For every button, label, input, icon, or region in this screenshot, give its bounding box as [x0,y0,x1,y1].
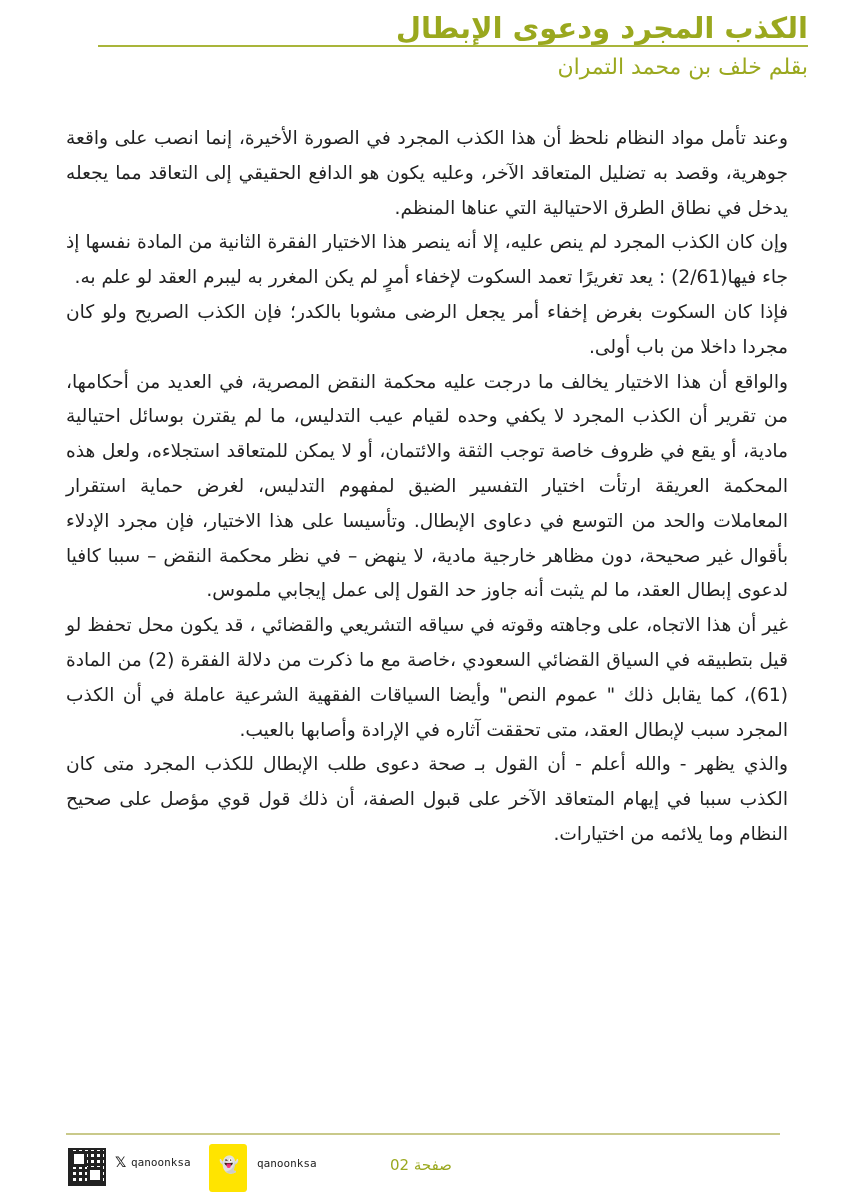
article-body [66,122,788,853]
paragraph: غير أن هذا الاتجاه، على وجاهته وقوته في سياقه التشريعي والقضائي ، قد يكون محل تحفظ لو قيل بتطبيقه في السياق القضائي السعودي ،خاصة مع ما ذكرت من دلالة الفقرة (2) من المادة (61)، كما يقابل ذلك " عموم النص" وأيضا السياقات الفقهية الشرعية عاملة في أن الكذب المجرد سبب لإبطال العقد، متى تحققت آثاره في الإرادة وأصابها بالعيب. [66,615,788,741]
page-number: صفحة 02 [390,1156,452,1174]
qr-code-icon [68,1148,106,1186]
paragraph: وعند تأمل مواد النظام نلحظ أن هذا الكذب المجرد في الصورة الأخيرة، إنما انصب على واقعة جوهرية، وقصد به تضليل المتعاقد الآخر، وعليه يكون هو الدافع الحقيقي إلى التعاقد مما يجعله يدخل في نطاق الطرق الاحتيالية التي عناها المنظم. [66,128,788,219]
x-logo-icon: 𝕏 [115,1155,127,1171]
footer-divider [66,1133,780,1135]
snapchat-handle[interactable]: qanoonksa [257,1157,317,1170]
page-title: الكذب المجرد ودعوى الإبطال [395,11,808,45]
title-divider [98,45,808,47]
paragraph: فإذا كان السكوت بغرض إخفاء أمر يجعل الرضى مشوبا بالكدر؛ فإن الكذب الصريح ولو كان مجردا داخلا من باب أولى. [66,301,788,358]
paragraph: والذي يظهر - والله أعلم - أن القول بـ صحة دعوى طلب الإبطال للكذب المجرد متى كان الكذب سببا في إيهام المتعاقد الآخر على قبول الصفة، أن ذلك قول قوي مؤصل على صحيح النظام وما يلائمه من اختيارات. [66,754,788,845]
paragraph: وإن كان الكذب المجرد لم ينص عليه، إلا أنه ينصر هذا الاختيار الفقرة الثانية من المادة نفسها إذ جاء فيها(2/61) : يعد تغريرًا تعمد السكوت لإخفاء أمرٍ لم يكن المغرر به ليبرم العقد لو علم به. [66,232,788,289]
snapchat-ghost-icon: 👻 [219,1155,239,1174]
author-byline: بقلم خلف بن محمد التمران [557,55,808,80]
paragraph: والواقع أن هذا الاختيار يخالف ما درجت عليه محكمة النقض المصرية، في العديد من أحكامها، من تقرير أن الكذب المجرد لا يكفي وحده لقيام عيب التدليس، ما لم يقترن بوسائل احتيالية مادية، أو يقع في ظروف خاصة توجب الثقة والائتمان، أو لا يمكن للمتعاقد استجلاءه، ولعل هذه المحكمة العريقة ارتأت اختيار التفسير الضيق لمفهوم التدليس، لغرض حماية استقرار المعاملات والحد من التوسع في دعاوى الإبطال. وتأسيسا على هذا الاختيار، فإن مجرد الإدلاء بأقوال غير صحيحة، دون مظاهر خارجية مادية، لا ينهض – في نظر محكمة النقض – سببا كافيا لدعوى إبطال العقد، ما لم يثبت أنه جاوز حد القول إلى عمل إيجابي ملموس. [66,371,788,602]
x-handle[interactable]: qanoonksa [131,1156,191,1169]
header [396,8,808,48]
